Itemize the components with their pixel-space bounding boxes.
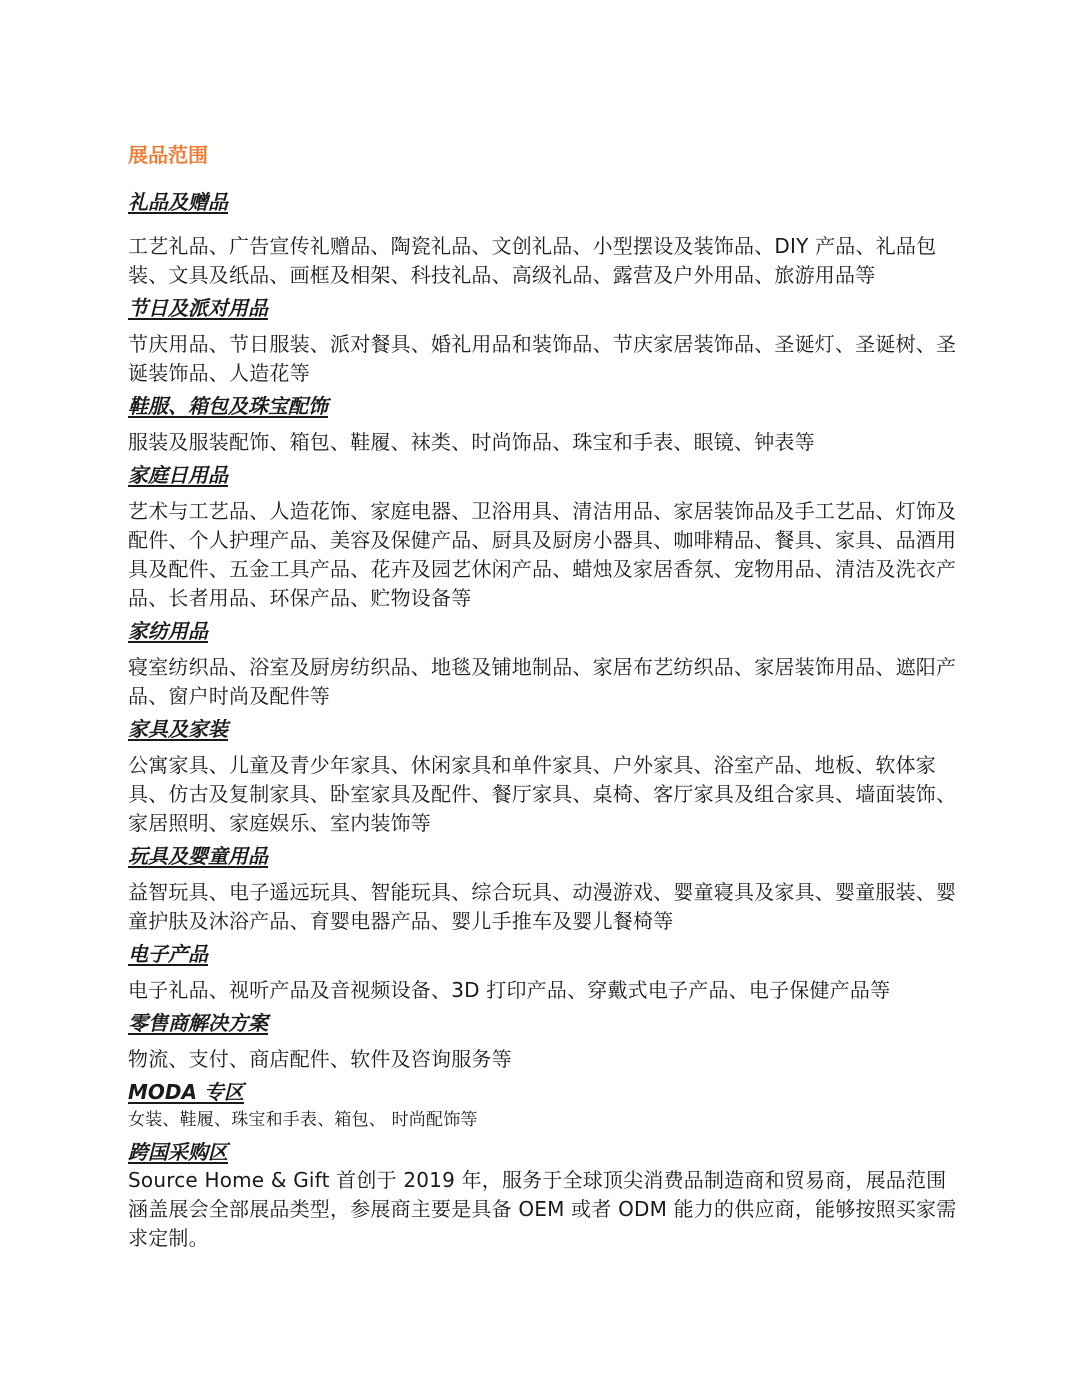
section-gifts: [128, 188, 958, 290]
section-heading: 零售商解决方案: [128, 1011, 268, 1035]
section-textiles: [128, 617, 958, 711]
section-heading: 鞋服、箱包及珠宝配饰: [128, 394, 328, 418]
page-title: 展品范围: [128, 143, 208, 167]
section-body: 物流、支付、商店配件、软件及咨询服务等: [128, 1047, 512, 1071]
section-body: 电子礼品、视听产品及音视频设备、3D 打印产品、穿戴式电子产品、电子保健产品等: [128, 978, 891, 1002]
section-heading: MODA 专区: [128, 1080, 244, 1104]
section-toys: [128, 842, 958, 936]
section-body: Source Home & Gift 首创于 2019 年，服务于全球顶尖消费品制造商和贸易商，展品范围涵盖展会全部展品类型，参展商主要是具备 OEM 或者 ODM 能力的供应商，能够按照买家需求定制。: [128, 1168, 957, 1250]
document-page: [128, 140, 958, 1257]
section-body: 工艺礼品、广告宣传礼赠品、陶瓷礼品、文创礼品、小型摆设及装饰品、DIY 产品、礼品包装、文具及纸品、画框及相架、科技礼品、高级礼品、露营及户外用品、旅游用品等: [128, 234, 937, 287]
section-body: 寝室纺织品、浴室及厨房纺织品、地毯及铺地制品、家居布艺纺织品、家居装饰用品、遮阳产品、窗户时尚及配件等: [128, 655, 957, 708]
section-fashion: [128, 392, 958, 457]
section-heading: 家具及家装: [128, 717, 228, 741]
section-heading: 家纺用品: [128, 619, 208, 643]
section-body: 节庆用品、节日服装、派对餐具、婚礼用品和装饰品、节庆家居装饰品、圣诞灯、圣诞树、圣诞装饰品、人造花等: [128, 332, 957, 385]
section-cross-border: [128, 1138, 958, 1253]
section-heading: 电子产品: [128, 942, 208, 966]
section-moda: [128, 1078, 958, 1134]
section-festival: [128, 294, 958, 388]
section-heading: 跨国采购区: [128, 1140, 228, 1164]
section-heading: 礼品及赠品: [128, 190, 228, 214]
section-retail-solutions: [128, 1009, 958, 1074]
section-household: [128, 461, 958, 613]
section-heading: 玩具及婴童用品: [128, 844, 268, 868]
section-body: 服装及服装配饰、箱包、鞋履、袜类、时尚饰品、珠宝和手表、眼镜、钟表等: [128, 430, 815, 454]
section-body: 益智玩具、电子遥远玩具、智能玩具、综合玩具、动漫游戏、婴童寝具及家具、婴童服装、婴童护肤及沐浴产品、育婴电器产品、婴儿手推车及婴儿餐椅等: [128, 880, 957, 933]
section-electronics: [128, 940, 958, 1005]
section-furniture: [128, 715, 958, 838]
section-body: 公寓家具、儿童及青少年家具、休闲家具和单件家具、户外家具、浴室产品、地板、软体家具、仿古及复制家具、卧室家具及配件、餐厅家具、桌椅、客厅家具及组合家具、墙面装饰、家居照明、家庭娱乐、室内装饰等: [128, 753, 957, 835]
section-body: 女装、鞋履、珠宝和手表、箱包、 时尚配饰等: [128, 1110, 478, 1130]
section-heading: 家庭日用品: [128, 463, 228, 487]
section-body: 艺术与工艺品、人造花饰、家庭电器、卫浴用具、清洁用品、家居装饰品及手工艺品、灯饰及配件、个人护理产品、美容及保健产品、厨具及厨房小器具、咖啡精品、餐具、家具、品酒用具及配件、五金工具产品、花卉及园艺休闲产品、蜡烛及家居香氛、宠物用品、清洁及洗衣产品、长者用品、环保产品、贮物设备等: [128, 499, 957, 610]
section-heading: 节日及派对用品: [128, 296, 268, 320]
